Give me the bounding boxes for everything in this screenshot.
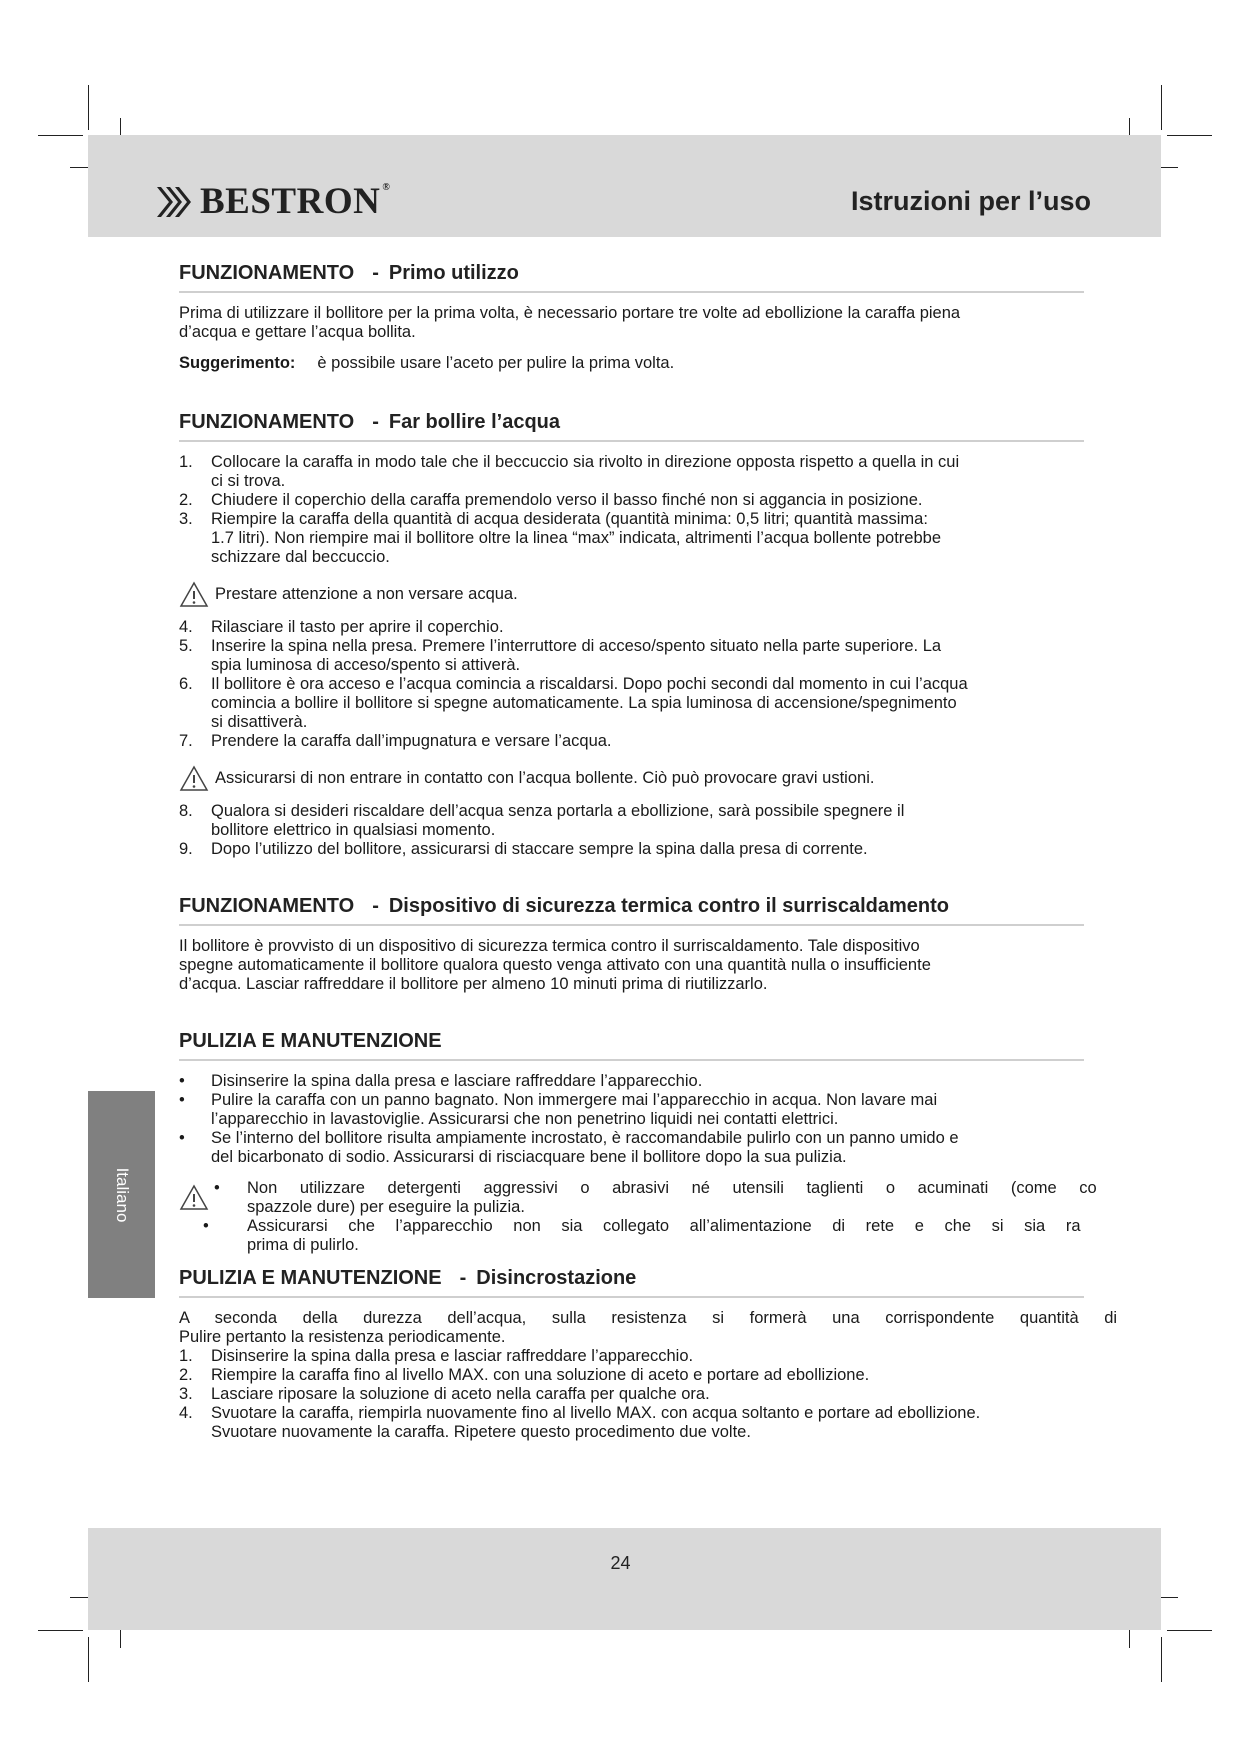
list-item: • Assicurarsi che l’apparecchio non sia collegato all’alimentazione di rete e che si sia ra prima di pulirlo.	[179, 1217, 1179, 1255]
list-item: • Pulire la caraffa con un panno bagnato. Non immergere mai l’apparecchio in acqua. Non lavare mai l’apparecchio in lavastoviglie. Assicurarsi che non penetrino liquidi nei contatti elettrici.	[179, 1091, 1084, 1129]
list-item: 5. Inserire la spina nella presa. Premere l’interruttore di acceso/spento situato nella parte superiore. La spia luminosa di acceso/spento si attiverà.	[179, 637, 942, 674]
crop-mark	[38, 135, 83, 136]
list-item: 1. Collocare la caraffa in modo tale che il beccuccio sia rivolto in direzione opposta rispetto a quella in cui ci si trova.	[179, 453, 960, 490]
steps-list-a	[179, 453, 1099, 567]
document-title: Istruzioni per l’uso	[850, 186, 1091, 216]
crop-mark	[1167, 1630, 1212, 1631]
tip-line	[179, 354, 1209, 373]
tip-text: è possibile usare l’aceto per pulire la prima volta.	[317, 354, 675, 372]
descaling-steps	[179, 1347, 1099, 1442]
section-heading-disincrostazione: PULIZIA E MANUTENZIONE - Disincrostazione	[179, 1267, 1084, 1298]
warning-text: Assicurarsi di non entrare in contatto con l’acqua bollente. Ciò può provocare gravi ustioni.	[215, 769, 875, 787]
section-heading-sicurezza: FUNZIONAMENTO - Dispositivo di sicurezza termica contro il surriscaldamento	[179, 895, 1084, 926]
crop-mark	[38, 1630, 83, 1631]
list-item: 3. Lasciare riposare la soluzione di aceto nella caraffa per qualche ora.	[179, 1385, 710, 1403]
cleaning-bullets	[179, 1072, 1084, 1167]
list-item: 2. Chiudere il coperchio della caraffa premendolo verso il basso finché non si aggancia in posizione.	[179, 491, 923, 509]
language-label: Italiano	[112, 1167, 132, 1222]
list-item: 4. Rilasciare il tasto per aprire il coperchio.	[179, 618, 504, 636]
warning-text: Prestare attenzione a non versare acqua.	[215, 585, 518, 603]
list-item: 2. Riempire la caraffa fino al livello MAX. con una soluzione di aceto e portare ad ebollizione.	[179, 1366, 870, 1384]
list-item: 6. Il bollitore è ora acceso e l’acqua comincia a riscaldarsi. Dopo pochi secondi dal momento in cui l’acqua comincia a bollire il bollitore si spegne automaticamente. La spia luminosa di accensione/spegnimento si disattiverà.	[179, 675, 968, 731]
paragraph-disincrostazione: A seconda della durezza dell’acqua, sulla resistenza si formerà una corrispondente quantità di Pulire pertanto la resistenza periodicamente.	[179, 1309, 1118, 1346]
section-heading-pulizia: PULIZIA E MANUTENZIONE	[179, 1030, 1084, 1061]
crop-mark	[1161, 1637, 1162, 1682]
warning-triangle-icon	[179, 765, 209, 792]
tip-label: Suggerimento:	[179, 354, 296, 372]
list-item: • Disinserire la spina dalla presa e lasciare raffreddare l’apparecchio.	[179, 1072, 1084, 1091]
warning-note	[179, 581, 1209, 608]
warning-note	[179, 765, 1209, 792]
page-number: 24	[610, 1553, 631, 1573]
page-content	[179, 262, 1209, 1442]
section-heading-primo-utilizzo: FUNZIONAMENTO - Primo utilizzo	[179, 262, 1084, 293]
warning-triangle-icon	[179, 581, 209, 608]
list-item: 3. Riempire la caraffa della quantità di acqua desiderata (quantità minima: 0,5 litri; quantità massima: 1.7 litri). Non riempire mai il bollitore oltre la linea “max” indicata, altrimenti l’acqua bollente potrebbe schizzare dal beccuccio.	[179, 510, 941, 566]
steps-list-c	[179, 802, 1099, 859]
paragraph-sicurezza: Il bollitore è provvisto di un dispositivo di sicurezza termica contro il surriscaldamento. Tale dispositivo spegne automaticamente il bollitore qualora questo venga attivato con una quantità nulla o insufficiente d’acqua. Lasciar raffreddare il bollitore per almeno 10 minuti prima di riutilizzarlo.	[179, 937, 931, 993]
paragraph-primo-utilizzo: Prima di utilizzare il bollitore per la prima volta, è necessario portare tre volte ad ebollizione la caraffa piena d’acqua e gettare l’acqua bollita.	[179, 304, 961, 341]
list-item: • Se l’interno del bollitore risulta ampiamente incrostato, è raccomandabile pulirlo con un panno umido e del bicarbonato di sodio. Assicurarsi di risciacquare bene il bollitore dopo la sua pulizia.	[179, 1129, 1084, 1167]
list-item: 4. Svuotare la caraffa, riempirla nuovamente fino al livello MAX. con acqua soltanto e portare ad ebollizione. Svuotare nuovamente la caraffa. Ripetere questo procedimento due volte.	[179, 1404, 981, 1441]
crop-mark	[1161, 85, 1162, 130]
list-item: 7. Prendere la caraffa dall’impugnatura e versare l’acqua.	[179, 732, 612, 750]
list-item: 1. Disinserire la spina dalla presa e lasciar raffreddare l’apparecchio.	[179, 1347, 694, 1365]
list-item: 8. Qualora si desideri riscaldare dell’acqua senza portarla a ebollizione, sarà possibile spegnere il bollitore elettrico in qualsiasi momento.	[179, 802, 905, 839]
logo-wordmark: BESTRON ®	[200, 181, 391, 222]
list-item: 9. Dopo l’utilizzo del bollitore, assicurarsi di staccare sempre la spina dalla presa di corrente.	[179, 840, 868, 858]
crop-mark	[88, 85, 89, 130]
crop-mark	[88, 1637, 89, 1682]
list-item: • Non utilizzare detergenti aggressivi o abrasivi né utensili taglienti o acuminati (come co spazzole dure) per eseguire la pulizia.	[179, 1179, 1179, 1217]
language-side-tab	[88, 1091, 155, 1298]
crop-mark	[1167, 135, 1212, 136]
cleaning-warning	[179, 1179, 1209, 1255]
section-heading-far-bollire: FUNZIONAMENTO - Far bollire l’acqua	[179, 411, 1084, 442]
brand-logo	[155, 183, 390, 220]
bestron-chevron-icon	[155, 184, 195, 220]
steps-list-b	[179, 618, 1099, 751]
footer-band	[88, 1528, 1161, 1630]
